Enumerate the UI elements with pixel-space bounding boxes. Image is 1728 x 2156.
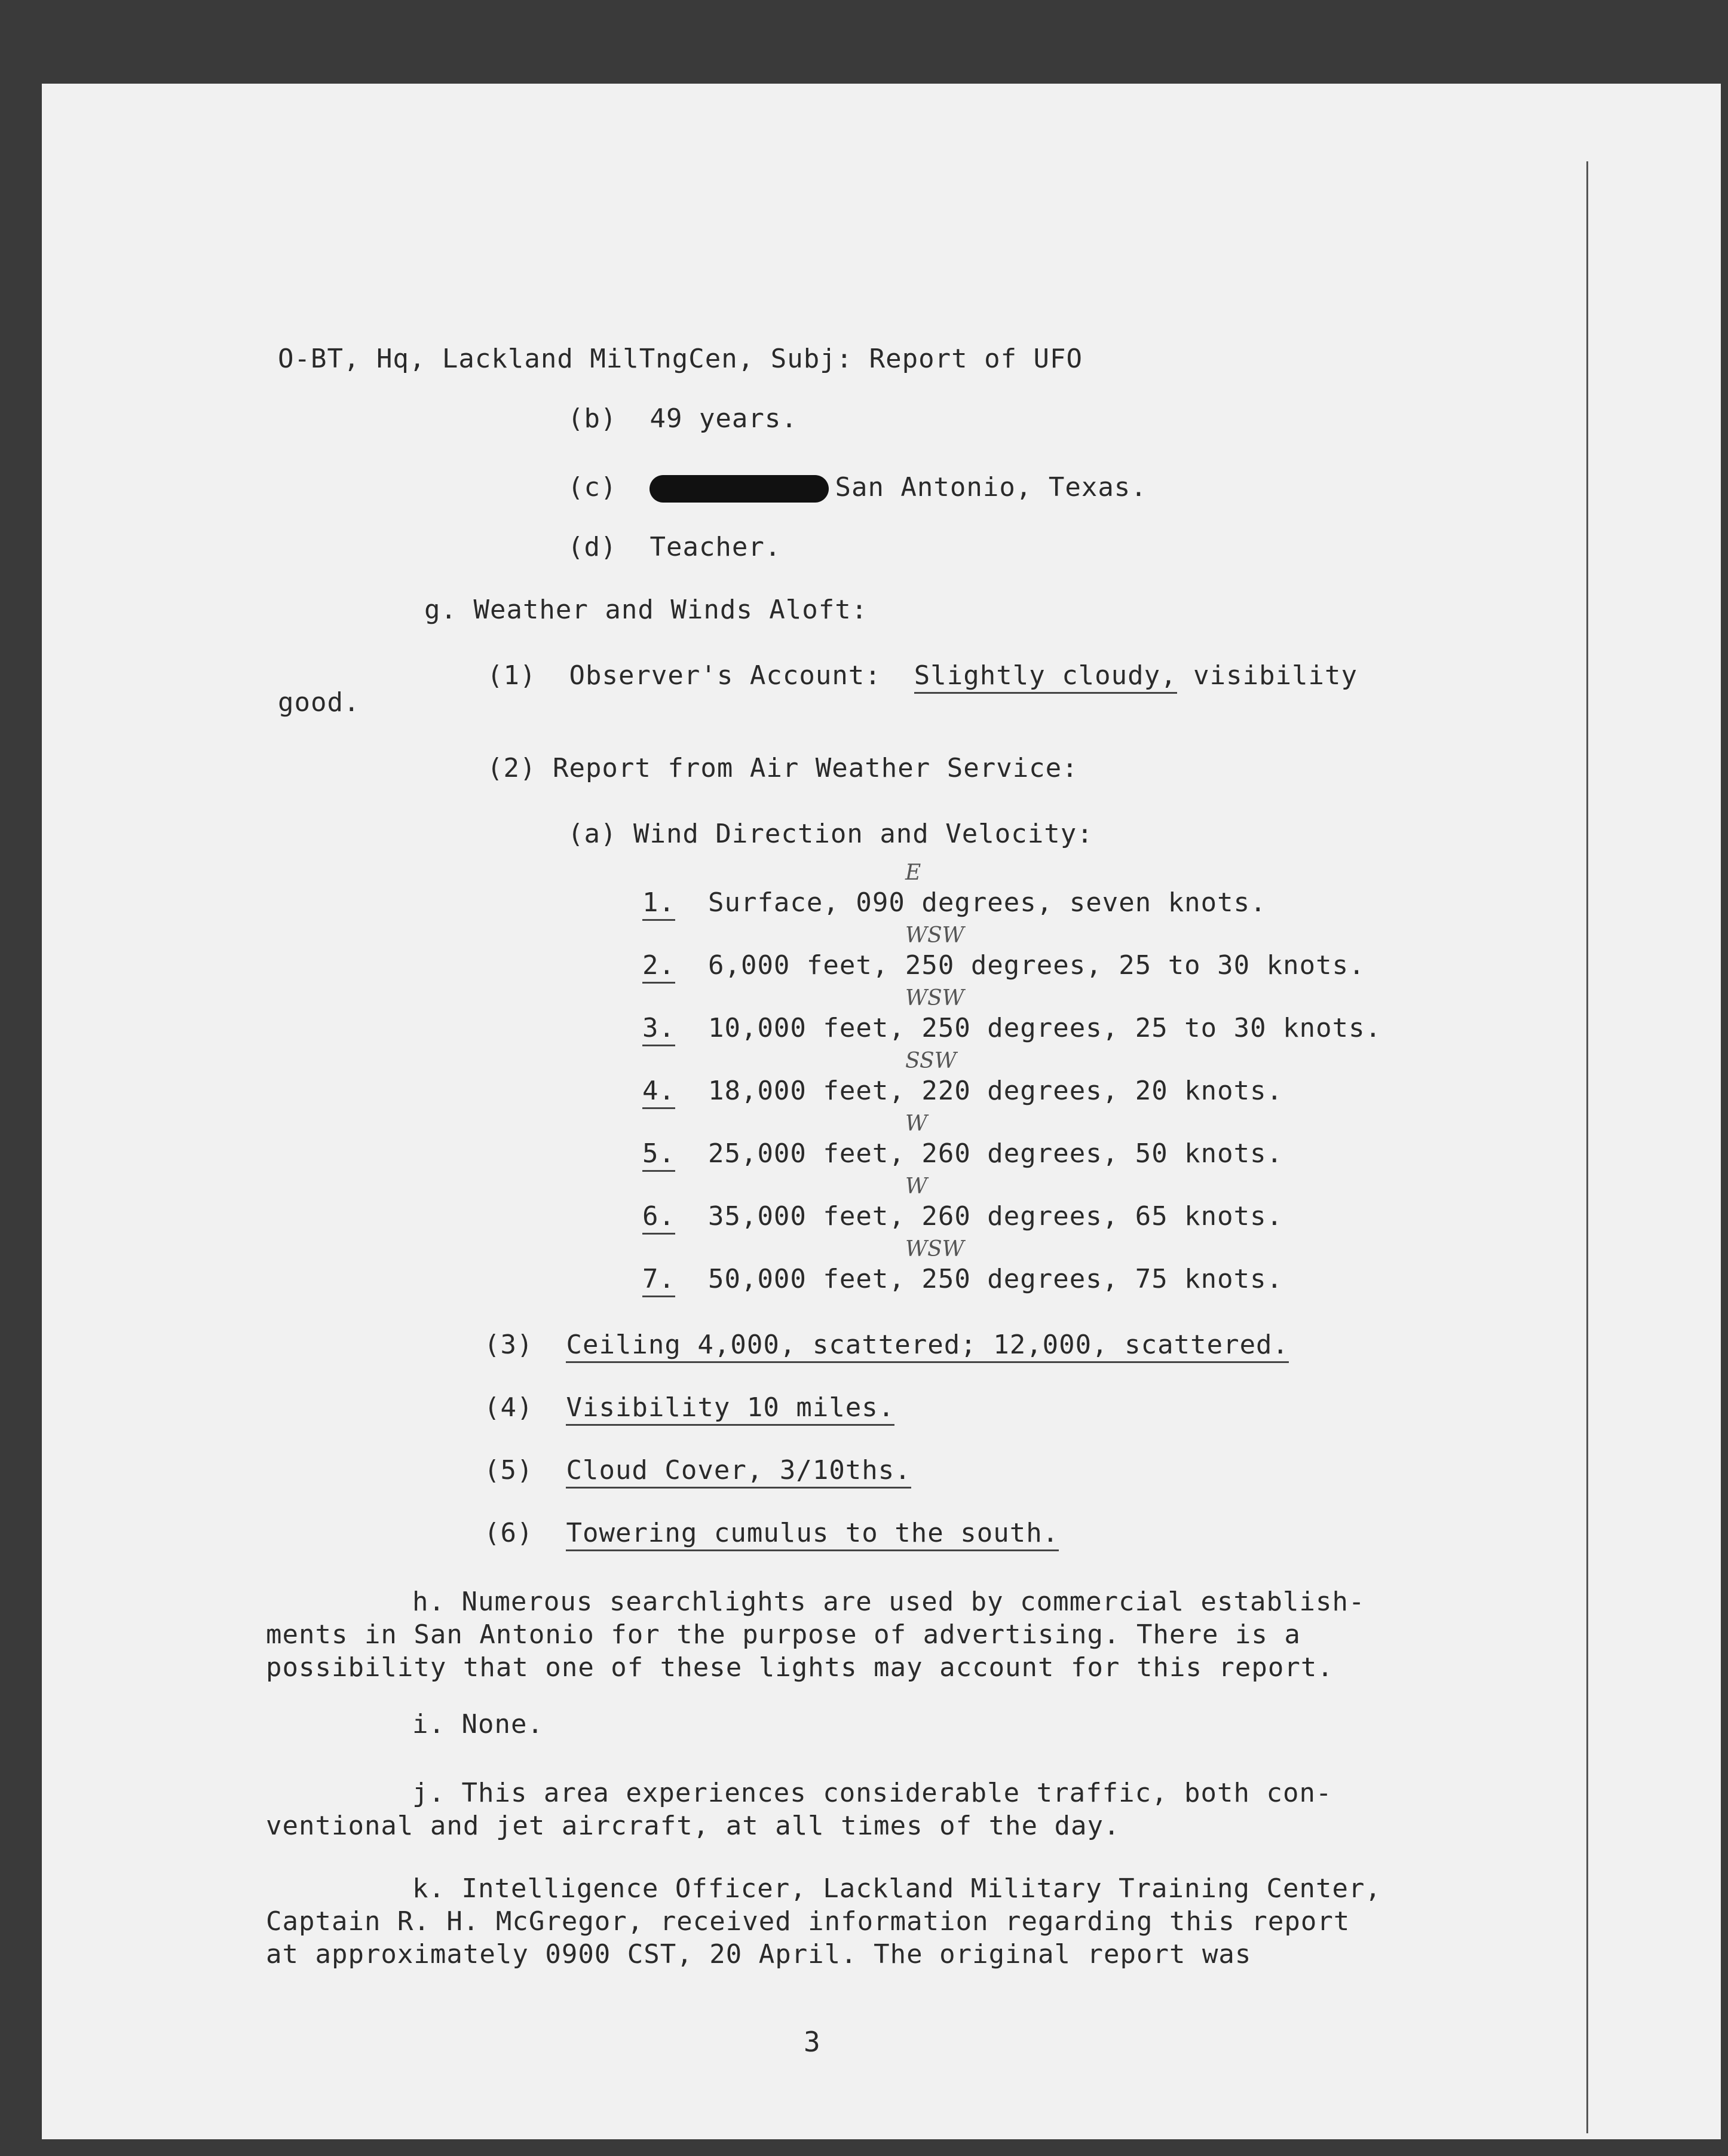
wind-row-text: 6,000 feet, 250 degrees, 25 to 30 knots. (707, 950, 1365, 981)
wind-row-text: 18,000 feet, 220 degrees, 20 knots. (707, 1076, 1283, 1106)
section-h-line-1: h. Numerous searchlights are used by commercial establish- (412, 1587, 1365, 1617)
ceiling-line: (3) Ceiling 4,000, scattered; 12,000, scattered. (484, 1330, 1289, 1360)
observer-account-cont: good. (278, 687, 360, 718)
observer-account: (1) Observer's Account: Slightly cloudy, visibility (487, 660, 1358, 691)
handwritten-direction-note: SSW (905, 1049, 957, 1073)
handwritten-direction-note: W (905, 1111, 928, 1136)
redaction-mark (649, 475, 829, 503)
handwritten-direction-note: WSW (905, 923, 964, 948)
wind-heading: (a) Wind Direction and Velocity: (568, 819, 1093, 849)
wind-row-text: 50,000 feet, 250 degrees, 75 knots. (707, 1264, 1283, 1294)
header-line: O-BT, Hq, Lackland MilTngCen, Subj: Report of UFO (278, 344, 1083, 374)
wind-row-text: Surface, 090 degrees, seven knots. (707, 887, 1267, 918)
cumulus-line: (6) Towering cumulus to the south. (484, 1518, 1059, 1548)
wind-row (642, 1138, 1283, 1169)
wind-row-number: 4. (642, 1076, 675, 1109)
section-k-line-2: Captain R. H. McGregor, received information regarding this report (266, 1906, 1350, 1937)
wind-row-number: 3. (642, 1013, 675, 1046)
section-i: i. None. (412, 1709, 544, 1740)
wind-row-text: 10,000 feet, 250 degrees, 25 to 30 knots. (707, 1013, 1382, 1043)
wind-row (642, 887, 1267, 918)
air-weather-heading: (2) Report from Air Weather Service: (487, 753, 1079, 783)
section-k-line-3: at approximately 0900 CST, 20 April. The original report was (266, 1939, 1252, 1970)
wind-row-text: 25,000 feet, 260 degrees, 50 knots. (707, 1138, 1283, 1169)
section-j-line-2: ventional and jet aircraft, at all times of the day. (266, 1811, 1120, 1841)
handwritten-direction-note: E (905, 860, 921, 885)
page-number: 3 (804, 2026, 821, 2058)
visibility-line: (4) Visibility 10 miles. (484, 1392, 894, 1423)
section-g-heading: g. Weather and Winds Aloft: (424, 595, 868, 625)
observer-address: (c) San Antonio, Texas. (568, 472, 1147, 503)
wind-row (642, 1013, 1381, 1043)
wind-row (642, 1201, 1283, 1232)
observer-age: (b) 49 years. (568, 403, 798, 434)
handwritten-direction-note: WSW (905, 1237, 964, 1261)
observer-occupation: (d) Teacher. (568, 532, 782, 562)
section-j-line-1: j. This area experiences considerable traffic, both con- (412, 1778, 1332, 1808)
wind-row-text: 35,000 feet, 260 degrees, 65 knots. (707, 1201, 1283, 1232)
page-edge-line (1586, 161, 1588, 2133)
wind-row-number: 6. (642, 1201, 675, 1235)
handwritten-direction-note: WSW (905, 986, 964, 1010)
handwritten-direction-note: W (905, 1174, 928, 1199)
wind-row (642, 1076, 1283, 1106)
wind-row-number: 7. (642, 1264, 675, 1297)
wind-row (642, 950, 1365, 981)
cloud-cover-line: (5) Cloud Cover, 3/10ths. (484, 1455, 911, 1486)
section-h-line-2: ments in San Antonio for the purpose of advertising. There is a (266, 1619, 1301, 1650)
wind-row-number: 5. (642, 1138, 675, 1172)
section-k-line-1: k. Intelligence Officer, Lackland Military Training Center, (412, 1873, 1381, 1904)
section-h-line-3: possibility that one of these lights may account for this report. (266, 1652, 1334, 1683)
wind-row (642, 1264, 1283, 1294)
wind-row-number: 2. (642, 950, 675, 984)
wind-row-number: 1. (642, 887, 675, 921)
